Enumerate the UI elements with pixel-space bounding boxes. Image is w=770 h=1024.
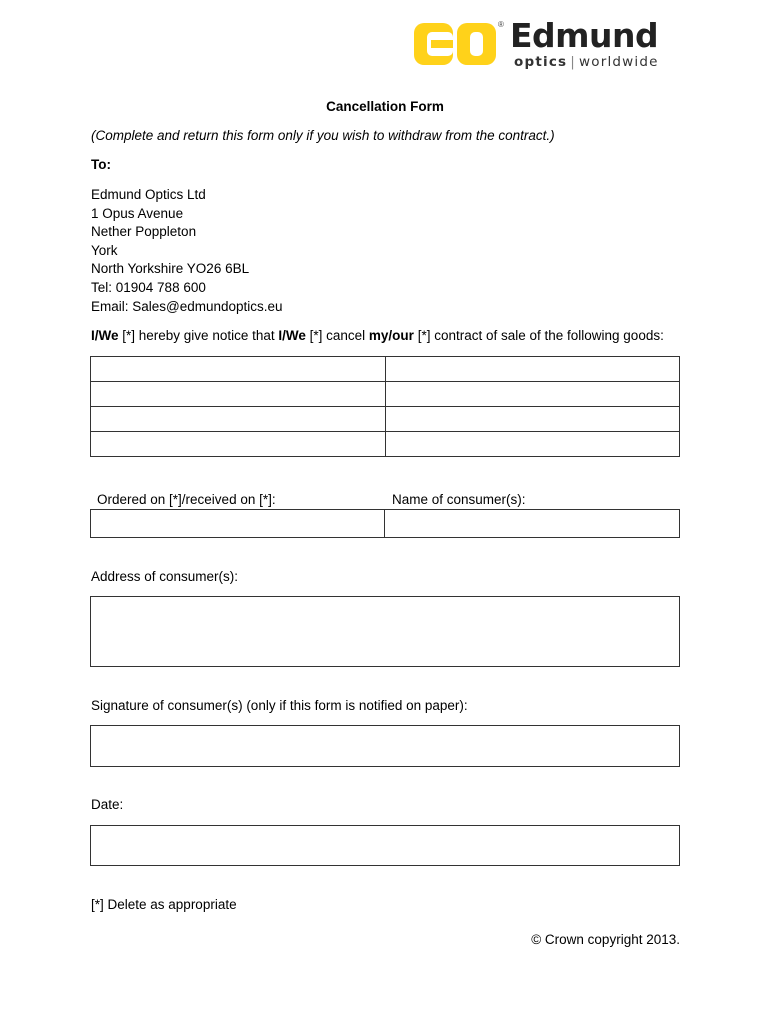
- delete-note: [*] Delete as appropriate: [91, 897, 237, 912]
- address-line: Nether Poppleton: [91, 224, 197, 240]
- table-row: [91, 407, 680, 432]
- cancellation-notice: I/We [*] hereby give notice that I/We [*] cancel my/our [*] contract of sale of the following goods:: [91, 328, 664, 343]
- goods-cell[interactable]: [385, 432, 680, 457]
- edmund-optics-logo: [414, 16, 682, 70]
- signature-label: Signature of consumer(s) (only if this form is notified on paper):: [91, 698, 468, 713]
- table-row: [91, 432, 680, 457]
- logo-tagline-optics: optics: [514, 54, 568, 70]
- table-row: [91, 382, 680, 407]
- consumer-address-label: Address of consumer(s):: [91, 569, 239, 584]
- to-label: To:: [91, 157, 111, 172]
- ordered-on-label: Ordered on [*]/received on [*]:: [97, 492, 276, 507]
- signature-field[interactable]: [90, 725, 680, 767]
- date-field[interactable]: [90, 825, 680, 866]
- consumer-name-field[interactable]: [385, 510, 679, 537]
- logo-tagline: optics | worldwide: [514, 54, 659, 70]
- goods-cell[interactable]: [91, 357, 386, 382]
- table-row: [91, 357, 680, 382]
- goods-cell[interactable]: [385, 357, 680, 382]
- registered-mark: ®: [498, 20, 504, 29]
- recipient-address: [91, 186, 283, 316]
- goods-cell[interactable]: [91, 407, 386, 432]
- address-line: North Yorkshire YO26 6BL: [91, 261, 250, 277]
- logo-tagline-worldwide: worldwide: [579, 54, 659, 70]
- ordered-name-box: [90, 509, 680, 538]
- goods-cell[interactable]: [91, 432, 386, 457]
- logo-mark-icon: [414, 23, 496, 65]
- consumer-address-field[interactable]: [90, 596, 680, 667]
- goods-cell[interactable]: [91, 382, 386, 407]
- date-label: Date:: [91, 797, 124, 812]
- ordered-on-field[interactable]: [91, 510, 384, 537]
- address-line: 1 Opus Avenue: [91, 205, 184, 221]
- goods-cell[interactable]: [385, 407, 680, 432]
- address-line: Tel: 01904 788 600: [91, 279, 206, 295]
- form-instruction: (Complete and return this form only if you wish to withdraw from the contract.): [91, 128, 555, 143]
- copyright-notice: © Crown copyright 2013.: [531, 932, 680, 947]
- address-line: Email: Sales@edmundoptics.eu: [91, 298, 283, 314]
- goods-cell[interactable]: [385, 382, 680, 407]
- address-line: York: [91, 242, 118, 258]
- address-line: Edmund Optics Ltd: [91, 187, 206, 202]
- form-title: Cancellation Form: [326, 99, 444, 114]
- consumer-name-label: Name of consumer(s):: [392, 492, 526, 507]
- goods-table: [90, 356, 680, 457]
- logo-brand-name: Edmund: [510, 16, 659, 55]
